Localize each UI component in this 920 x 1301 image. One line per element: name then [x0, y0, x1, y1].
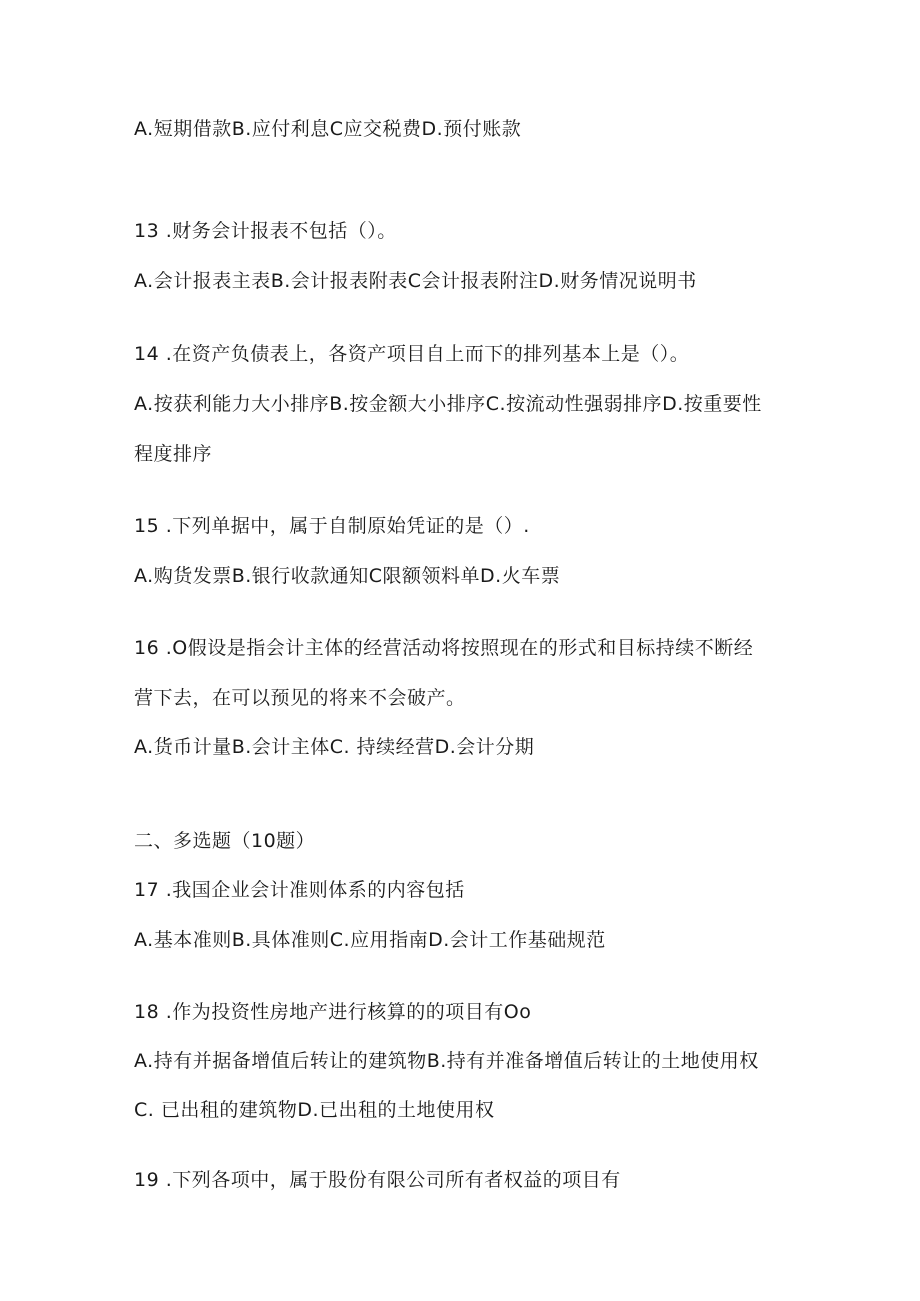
- q17-question: 17 .我国企业会计准则体系的内容包括: [134, 879, 465, 901]
- q15-question: 15 .下列单据中，属于自制原始凭证的是（）.: [134, 515, 530, 537]
- q12-options: A.短期借款B.应付利息C应交税费D.预付账款: [134, 118, 522, 140]
- q16-question-line2: 营下去，在可以预见的将来不会破产。: [134, 687, 466, 709]
- q18-question: 18 .作为投资性房地产进行核算的的项目有Oo: [134, 1001, 532, 1023]
- q16-options: A.货币计量B.会计主体C. 持续经营D.会计分期: [134, 736, 535, 758]
- q15-options: A.购货发票B.银行收款通知C限额领料单D.火车票: [134, 565, 561, 587]
- q16-question-line1: 16 .O假设是指会计主体的经营活动将按照现在的形式和目标持续不断经: [134, 637, 754, 659]
- section-heading: 二、多选题（10题）: [134, 830, 316, 852]
- q13-options: A.会计报表主表B.会计报表附表C会计报表附注D.财务情况说明书: [134, 270, 697, 292]
- q18-options-line2: C. 已出租的建筑物D.已出租的土地使用权: [134, 1099, 495, 1121]
- q17-options: A.基本准则B.具体准则C.应用指南D.会计工作基础规范: [134, 929, 606, 951]
- q14-options-line2: 程度排序: [134, 443, 213, 465]
- q18-options-line1: A.持有并据备增值后转让的建筑物B.持有并准备增值后转让的土地使用权: [134, 1050, 759, 1072]
- q19-question: 19 .下列各项中，属于股份有限公司所有者权益的项目有: [134, 1169, 621, 1191]
- q14-options-line1: A.按获利能力大小排序B.按金额大小排序C.按流动性强弱排序D.按重要性: [134, 393, 762, 415]
- q14-question: 14 .在资产负债表上，各资产项目自上而下的排列基本上是（）。: [134, 343, 690, 365]
- q13-question: 13 .财务会计报表不包括（）。: [134, 220, 397, 242]
